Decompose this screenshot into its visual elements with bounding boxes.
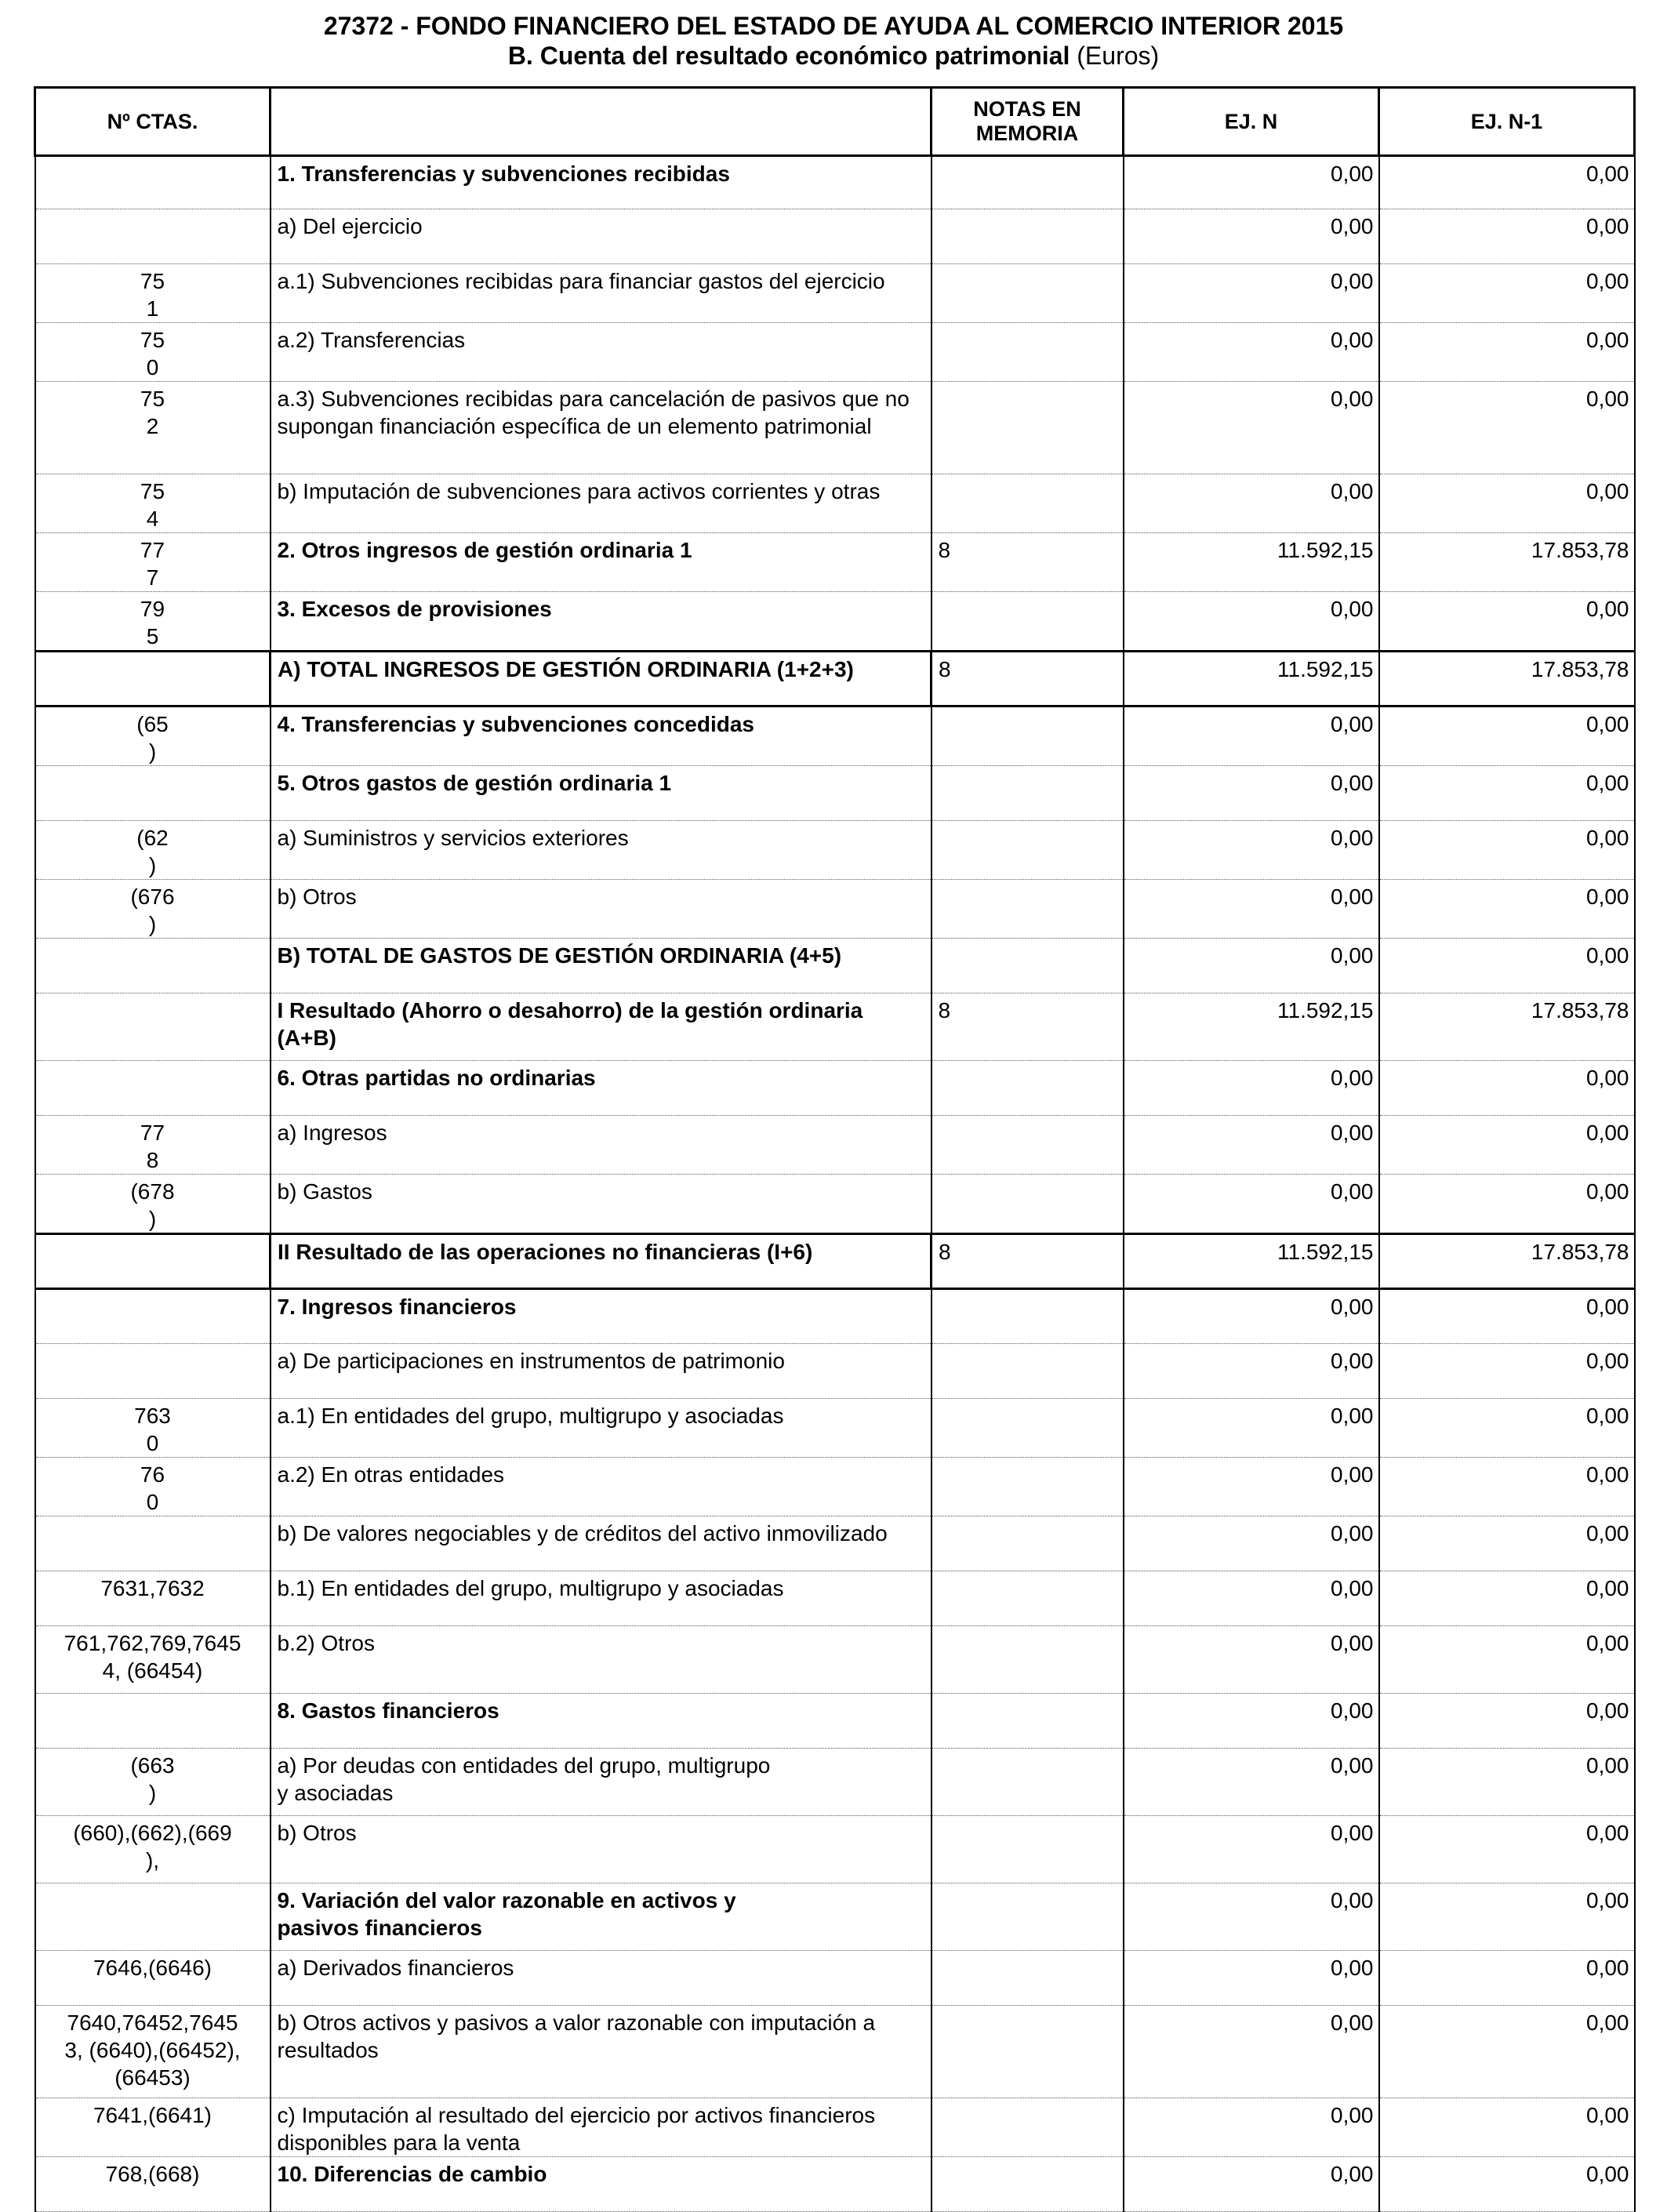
notes-ref: 8 xyxy=(932,652,1124,706)
previous-year-value: 0,00 xyxy=(1379,706,1635,766)
column-header-previous-year: EJ. N-1 xyxy=(1379,88,1635,156)
account-codes xyxy=(35,1516,271,1571)
concept-label: a) Por deudas con entidades del grupo, multigrupo y asociadas xyxy=(271,1749,932,1816)
previous-year-value: 0,00 xyxy=(1379,1951,1635,2006)
table-header-row xyxy=(35,88,1635,156)
concept-label: b) Otros xyxy=(271,1816,932,1883)
table-row xyxy=(35,264,1635,323)
table-row xyxy=(35,382,1635,474)
account-codes: (660),(662),(669 ), xyxy=(35,1816,271,1883)
account-codes: (65 ) xyxy=(35,706,271,766)
current-year-value: 11.592,15 xyxy=(1124,1234,1379,1289)
concept-label: A) TOTAL INGRESOS DE GESTIÓN ORDINARIA (1+2+3) xyxy=(271,652,932,706)
notes-ref xyxy=(932,1816,1124,1883)
notes-ref xyxy=(932,474,1124,533)
notes-ref: 8 xyxy=(932,993,1124,1061)
concept-label: 1. Transferencias y subvenciones recibidas xyxy=(271,156,932,209)
previous-year-value: 0,00 xyxy=(1379,323,1635,382)
current-year-value: 0,00 xyxy=(1124,474,1379,533)
concept-label: 10. Diferencias de cambio xyxy=(271,2157,932,2212)
concept-label: b) De valores negociables y de créditos del activo inmovilizado xyxy=(271,1516,932,1571)
concept-label: I Resultado (Ahorro o desahorro) de la gestión ordinaria (A+B) xyxy=(271,993,932,1061)
notes-ref xyxy=(932,156,1124,209)
previous-year-value: 0,00 xyxy=(1379,821,1635,880)
concept-label: a) De participaciones en instrumentos de patrimonio xyxy=(271,1344,932,1399)
current-year-value: 0,00 xyxy=(1124,2098,1379,2157)
report-subtitle: B. Cuenta del resultado económico patrimonial xyxy=(507,42,1070,70)
column-header-notes: NOTAS EN MEMORIA xyxy=(932,88,1124,156)
column-header-current-year: EJ. N xyxy=(1124,88,1379,156)
account-codes: (676 ) xyxy=(35,880,271,939)
account-codes xyxy=(35,1883,271,1951)
table-row xyxy=(35,1234,1635,1289)
table-row xyxy=(35,939,1635,993)
current-year-value: 0,00 xyxy=(1124,592,1379,652)
current-year-value: 0,00 xyxy=(1124,1516,1379,1571)
previous-year-value: 17.853,78 xyxy=(1379,1234,1635,1289)
account-codes: (62 ) xyxy=(35,821,271,880)
notes-ref xyxy=(932,209,1124,264)
concept-label: c) Imputación al resultado del ejercicio por activos financieros disponibles para la venta xyxy=(271,2098,932,2157)
current-year-value: 0,00 xyxy=(1124,1883,1379,1951)
previous-year-value: 0,00 xyxy=(1379,382,1635,474)
current-year-value: 0,00 xyxy=(1124,880,1379,939)
table-row xyxy=(35,1516,1635,1571)
current-year-value: 0,00 xyxy=(1124,323,1379,382)
current-year-value: 0,00 xyxy=(1124,1175,1379,1234)
notes-ref xyxy=(932,2098,1124,2157)
notes-ref xyxy=(932,1175,1124,1234)
notes-ref xyxy=(932,939,1124,993)
concept-label: b) Otros xyxy=(271,880,932,939)
notes-ref xyxy=(932,1749,1124,1816)
concept-label: b) Gastos xyxy=(271,1175,932,1234)
concept-label: a.1) Subvenciones recibidas para financiar gastos del ejercicio xyxy=(271,264,932,323)
current-year-value: 0,00 xyxy=(1124,264,1379,323)
concept-label: 5. Otros gastos de gestión ordinaria 1 xyxy=(271,766,932,821)
previous-year-value: 0,00 xyxy=(1379,1694,1635,1749)
previous-year-value: 0,00 xyxy=(1379,264,1635,323)
table-row xyxy=(35,1626,1635,1694)
account-codes xyxy=(35,766,271,821)
account-codes xyxy=(35,1344,271,1399)
account-codes xyxy=(35,1289,271,1344)
concept-label: b) Imputación de subvenciones para activos corrientes y otras xyxy=(271,474,932,533)
table-row xyxy=(35,533,1635,592)
previous-year-value: 0,00 xyxy=(1379,2098,1635,2157)
current-year-value: 0,00 xyxy=(1124,1116,1379,1175)
previous-year-value: 0,00 xyxy=(1379,1289,1635,1344)
notes-ref xyxy=(932,592,1124,652)
current-year-value: 0,00 xyxy=(1124,1951,1379,2006)
notes-ref xyxy=(932,1883,1124,1951)
table-row xyxy=(35,1816,1635,1883)
account-codes xyxy=(35,1694,271,1749)
concept-label: 3. Excesos de provisiones xyxy=(271,592,932,652)
notes-ref xyxy=(932,880,1124,939)
currency-unit: (Euros) xyxy=(1077,42,1160,70)
concept-label: b.2) Otros xyxy=(271,1626,932,1694)
previous-year-value: 0,00 xyxy=(1379,1816,1635,1883)
previous-year-value: 0,00 xyxy=(1379,2006,1635,2098)
account-codes: 7640,76452,7645 3, (6640),(66452), (66453) xyxy=(35,2006,271,2098)
current-year-value: 11.592,15 xyxy=(1124,652,1379,706)
previous-year-value: 0,00 xyxy=(1379,156,1635,209)
current-year-value: 0,00 xyxy=(1124,1694,1379,1749)
account-codes: 79 5 xyxy=(35,592,271,652)
report-subtitle-line xyxy=(0,41,1667,71)
account-codes: 763 0 xyxy=(35,1399,271,1458)
table-row xyxy=(35,474,1635,533)
concept-label: a) Suministros y servicios exteriores xyxy=(271,821,932,880)
notes-ref xyxy=(932,1516,1124,1571)
previous-year-value: 0,00 xyxy=(1379,1116,1635,1175)
table-row xyxy=(35,1116,1635,1175)
account-codes: (678 ) xyxy=(35,1175,271,1234)
table-row xyxy=(35,880,1635,939)
notes-ref xyxy=(932,323,1124,382)
account-codes: 75 1 xyxy=(35,264,271,323)
current-year-value: 0,00 xyxy=(1124,766,1379,821)
concept-label: b.1) En entidades del grupo, multigrupo y asociadas xyxy=(271,1571,932,1626)
concept-label: 2. Otros ingresos de gestión ordinaria 1 xyxy=(271,533,932,592)
concept-label: a.2) En otras entidades xyxy=(271,1458,932,1516)
table-row xyxy=(35,1694,1635,1749)
notes-ref xyxy=(932,1344,1124,1399)
notes-ref xyxy=(932,821,1124,880)
previous-year-value: 0,00 xyxy=(1379,1571,1635,1626)
account-codes: 75 2 xyxy=(35,382,271,474)
notes-ref xyxy=(932,1951,1124,2006)
concept-label: 8. Gastos financieros xyxy=(271,1694,932,1749)
notes-ref: 8 xyxy=(932,533,1124,592)
current-year-value: 0,00 xyxy=(1124,2157,1379,2212)
concept-label: a) Del ejercicio xyxy=(271,209,932,264)
concept-label: a) Derivados financieros xyxy=(271,1951,932,2006)
notes-ref xyxy=(932,766,1124,821)
table-row xyxy=(35,323,1635,382)
report-header xyxy=(0,11,1667,71)
previous-year-value: 0,00 xyxy=(1379,1749,1635,1816)
column-header-accounts: Nº CTAS. xyxy=(35,88,271,156)
current-year-value: 0,00 xyxy=(1124,939,1379,993)
account-codes: 77 7 xyxy=(35,533,271,592)
table-row xyxy=(35,1951,1635,2006)
notes-ref xyxy=(932,1061,1124,1116)
previous-year-value: 0,00 xyxy=(1379,766,1635,821)
current-year-value: 11.592,15 xyxy=(1124,993,1379,1061)
previous-year-value: 0,00 xyxy=(1379,592,1635,652)
previous-year-value: 0,00 xyxy=(1379,880,1635,939)
notes-ref xyxy=(932,1571,1124,1626)
concept-label: a.3) Subvenciones recibidas para cancelación de pasivos que no supongan financiación específica de un elemento patrimonial xyxy=(271,382,932,474)
account-codes: 7641,(6641) xyxy=(35,2098,271,2157)
current-year-value: 0,00 xyxy=(1124,1749,1379,1816)
previous-year-value: 0,00 xyxy=(1379,1175,1635,1234)
notes-ref xyxy=(932,1399,1124,1458)
notes-ref xyxy=(932,264,1124,323)
table-row xyxy=(35,821,1635,880)
table-row xyxy=(35,706,1635,766)
current-year-value: 11.592,15 xyxy=(1124,533,1379,592)
current-year-value: 0,00 xyxy=(1124,1571,1379,1626)
previous-year-value: 17.853,78 xyxy=(1379,993,1635,1061)
current-year-value: 0,00 xyxy=(1124,821,1379,880)
notes-ref xyxy=(932,1626,1124,1694)
previous-year-value: 0,00 xyxy=(1379,1344,1635,1399)
table-row xyxy=(35,1175,1635,1234)
notes-ref xyxy=(932,2157,1124,2212)
table-row xyxy=(35,652,1635,706)
current-year-value: 0,00 xyxy=(1124,2006,1379,2098)
notes-ref xyxy=(932,706,1124,766)
concept-label: a.1) En entidades del grupo, multigrupo y asociadas xyxy=(271,1399,932,1458)
concept-label: b) Otros activos y pasivos a valor razonable con imputación a resultados xyxy=(271,2006,932,2098)
account-codes: 7646,(6646) xyxy=(35,1951,271,2006)
table-row xyxy=(35,1458,1635,1516)
notes-ref xyxy=(932,1289,1124,1344)
current-year-value: 0,00 xyxy=(1124,1289,1379,1344)
account-codes xyxy=(35,652,271,706)
current-year-value: 0,00 xyxy=(1124,1344,1379,1399)
account-codes: 77 8 xyxy=(35,1116,271,1175)
notes-ref xyxy=(932,1694,1124,1749)
table-row xyxy=(35,1571,1635,1626)
previous-year-value: 17.853,78 xyxy=(1379,533,1635,592)
table-row xyxy=(35,1749,1635,1816)
concept-label: 6. Otras partidas no ordinarias xyxy=(271,1061,932,1116)
table-row xyxy=(35,1883,1635,1951)
previous-year-value: 0,00 xyxy=(1379,1626,1635,1694)
account-codes xyxy=(35,939,271,993)
table-row xyxy=(35,1399,1635,1458)
current-year-value: 0,00 xyxy=(1124,156,1379,209)
previous-year-value: 0,00 xyxy=(1379,209,1635,264)
notes-ref xyxy=(932,382,1124,474)
account-codes: (663 ) xyxy=(35,1749,271,1816)
table-row xyxy=(35,1061,1635,1116)
previous-year-value: 0,00 xyxy=(1379,1061,1635,1116)
account-codes: 76 0 xyxy=(35,1458,271,1516)
concept-label: B) TOTAL DE GASTOS DE GESTIÓN ORDINARIA (4+5) xyxy=(271,939,932,993)
account-codes xyxy=(35,1061,271,1116)
table-body xyxy=(35,156,1635,2212)
current-year-value: 0,00 xyxy=(1124,1626,1379,1694)
current-year-value: 0,00 xyxy=(1124,1816,1379,1883)
previous-year-value: 0,00 xyxy=(1379,2157,1635,2212)
current-year-value: 0,00 xyxy=(1124,1458,1379,1516)
concept-label: a.2) Transferencias xyxy=(271,323,932,382)
table-row xyxy=(35,1289,1635,1344)
concept-label: 4. Transferencias y subvenciones concedidas xyxy=(271,706,932,766)
account-codes xyxy=(35,156,271,209)
result-account-table xyxy=(34,86,1636,2212)
previous-year-value: 0,00 xyxy=(1379,1399,1635,1458)
concept-label: 7. Ingresos financieros xyxy=(271,1289,932,1344)
account-codes: 768,(668) xyxy=(35,2157,271,2212)
concept-label: II Resultado de las operaciones no financieras (I+6) xyxy=(271,1234,932,1289)
table-row xyxy=(35,209,1635,264)
table-row xyxy=(35,592,1635,652)
current-year-value: 0,00 xyxy=(1124,382,1379,474)
table-row xyxy=(35,2098,1635,2157)
previous-year-value: 0,00 xyxy=(1379,474,1635,533)
account-codes: 75 4 xyxy=(35,474,271,533)
concept-label: a) Ingresos xyxy=(271,1116,932,1175)
current-year-value: 0,00 xyxy=(1124,1061,1379,1116)
notes-ref xyxy=(932,1458,1124,1516)
account-codes: 7631,7632 xyxy=(35,1571,271,1626)
account-codes xyxy=(35,209,271,264)
current-year-value: 0,00 xyxy=(1124,209,1379,264)
table-row xyxy=(35,993,1635,1061)
table-row xyxy=(35,156,1635,209)
previous-year-value: 0,00 xyxy=(1379,1883,1635,1951)
notes-ref xyxy=(932,2006,1124,2098)
account-codes: 761,762,769,7645 4, (66454) xyxy=(35,1626,271,1694)
current-year-value: 0,00 xyxy=(1124,706,1379,766)
table-row xyxy=(35,2157,1635,2212)
table-row xyxy=(35,2006,1635,2098)
previous-year-value: 0,00 xyxy=(1379,1458,1635,1516)
account-codes xyxy=(35,993,271,1061)
account-codes: 75 0 xyxy=(35,323,271,382)
previous-year-value: 0,00 xyxy=(1379,939,1635,993)
account-codes xyxy=(35,1234,271,1289)
concept-label: 9. Variación del valor razonable en activos y pasivos financieros xyxy=(271,1883,932,1951)
notes-ref: 8 xyxy=(932,1234,1124,1289)
current-year-value: 0,00 xyxy=(1124,1399,1379,1458)
notes-ref xyxy=(932,1116,1124,1175)
table-row xyxy=(35,766,1635,821)
previous-year-value: 17.853,78 xyxy=(1379,652,1635,706)
column-header-concept xyxy=(271,88,932,156)
report-title: 27372 - FONDO FINANCIERO DEL ESTADO DE AYUDA AL COMERCIO INTERIOR 2015 xyxy=(323,12,1344,40)
previous-year-value: 0,00 xyxy=(1379,1516,1635,1571)
table-row xyxy=(35,1344,1635,1399)
